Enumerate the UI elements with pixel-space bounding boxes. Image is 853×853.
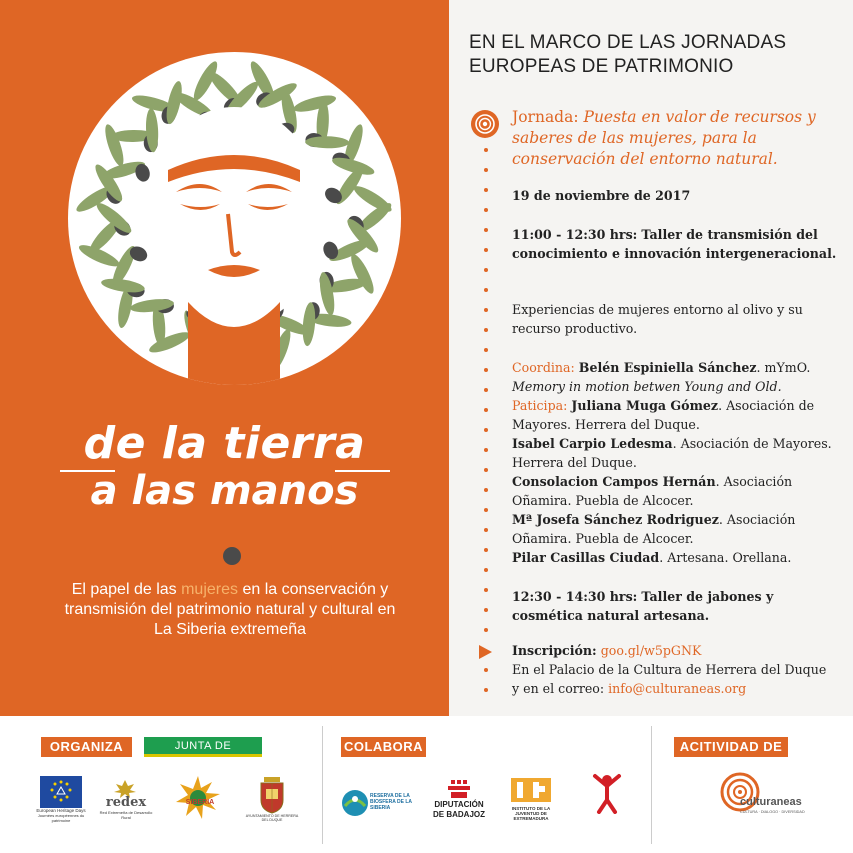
olive-leaf [351,182,395,216]
participant-org: . Asociación de Mayores. Herrera del Duque. [512,398,815,432]
dancing-figure-icon [585,772,629,814]
herrera-coat-of-arms-logo [245,776,299,822]
participa-label: Paticipa: [512,398,568,413]
junta-extremadura-badge: JUNTA DE EXTREMADURA [144,737,262,757]
jornada-title: Puesta en valor de recursos y saberes de las mujeres, para la conservación del entorno natural. [512,108,816,168]
play-arrow-icon [479,645,492,659]
participant-name: Consolacion Campos Hernán [512,474,716,489]
experiences-text: Experiencias de mujeres entorno al olivo y su recurso productivo. [512,302,803,336]
culturaneas-wordmark: culturaneas [740,796,802,808]
inscripcion-block [512,641,847,698]
coordina-label: Coordina: [512,360,575,375]
participant-org: . Asociación Oñamira. Puebla de Alcocer. [512,512,796,546]
timeline-dot [484,528,488,532]
timeline-dot [484,388,488,392]
olive-wreath-illustration [68,52,401,385]
poster-left-panel [0,0,449,716]
participant-name: Mª Josefa Sánchez Rodriguez [512,512,719,527]
diputacion-badajoz-logo [433,778,485,826]
diputacion-icon [433,778,485,800]
timeline-dot [484,288,488,292]
culturaneas-logo [720,772,810,832]
inscripcion-label: Inscripción: [512,643,597,658]
coordina-motto: Memory in motion betwen Young and Old. [512,379,782,394]
timeline-dot [484,628,488,632]
redex-logo [99,778,153,822]
timeline-dot [484,428,488,432]
timeline-dot [484,588,488,592]
timeline-dot [484,548,488,552]
olive-leaf [292,92,338,115]
biosfera-icon [340,788,370,818]
timeline-dot [484,168,488,172]
participant-org: . Asociación Oñamira. Puebla de Alcocer. [512,474,793,508]
culturaneas-subtitle: CULTURA · DIALOGO · DIVERSIDAD [740,810,805,814]
tagline-part1: El papel de las [71,581,182,598]
olive-leaf [102,122,127,168]
timeline-dot [484,608,488,612]
olive-woman-medallion [68,52,401,385]
timeline-dot [484,148,488,152]
session2-time: 12:30 - 14:30 hrs: [512,589,638,604]
timeline-dot [484,668,488,672]
redex-wordmark: redex [105,795,147,810]
timeline-dot [484,368,488,372]
heading-line1: EN EL MARCO DE LAS JORNADAS [469,32,787,53]
actividad-label: ACITIVIDAD DE [674,737,788,757]
siberia-logo [168,774,228,824]
diputacion-line1: DIPUTACIÓN [434,800,484,809]
timeline-dot [484,188,488,192]
participant-name: Juliana Muga Gómez [571,398,719,413]
heading-line2: EUROPEAS DE PATRIMONIO [469,56,734,77]
timeline-dot [484,228,488,232]
tagline-part2: en la conservación y transmisión del patrimonio natural y cultural en La Siberia extremeña [64,581,396,638]
tagline-highlight: mujeres [181,581,238,598]
participant-name: Isabel Carpio Ledesma [512,436,673,451]
ehd-title: European Heritage Days [36,808,86,813]
coordina-name: Belén Espiniella Sánchez [578,360,757,375]
olive-leaf [305,136,349,149]
event-heading [469,31,839,79]
diputacion-line2: DE BADAJOZ [433,810,486,819]
inscripcion-venue: En el Palacio de la Cultura de Herrera del Duque [512,662,827,677]
timeline-dot [484,448,488,452]
divider [322,726,323,844]
timeline-dot [484,248,488,252]
registration-link[interactable]: goo.gl/w5pGNK [600,643,702,658]
session1 [512,225,847,263]
coordina-block [512,358,847,396]
session1-time: 11:00 - 12:30 hrs: [512,227,638,242]
jornada-label: Jornada: [512,108,579,126]
women-figure-logo [585,772,629,820]
session2 [512,587,847,625]
olive-leaf [147,328,192,356]
jornada-block [512,107,842,170]
timeline-dot [484,408,488,412]
european-heritage-days-logo [36,776,86,823]
reserva-biosfera-logo [340,788,420,824]
contact-email-link[interactable]: info@culturaneas.org [608,681,747,696]
event-date [512,186,847,205]
siberia-wordmark: SIBERIA [185,799,215,806]
brand-title-line2: a las manos [90,468,359,514]
timeline-dot [484,308,488,312]
timeline-dot [484,328,488,332]
ehd-subtitle: Journées européennes du patrimoine [37,813,85,823]
participant-name: Pilar Casillas Ciudad [512,550,660,565]
coat-of-arms-icon [257,776,287,814]
separator-dot [223,547,241,565]
participant-org: . Artesana. Orellana. [659,550,792,565]
organiza-label: ORGANIZA [41,737,132,757]
sponsors-strip [0,716,853,853]
colabora-label: COLABORA [341,737,426,757]
coordina-org: . mYmO. [756,360,811,375]
eu-stars-icon [40,776,82,808]
brand-title-line1: de la tierra [83,418,366,469]
timeline-dot [484,568,488,572]
instituto-juventud-logo [503,776,559,824]
divider [651,726,652,844]
timeline-dot [484,508,488,512]
inscripcion-email-prefix: y en el correo: [512,681,609,696]
participant-org: . Asociación de Mayores. Herrera del Duque. [512,436,832,470]
timeline-dot [484,688,488,692]
instituto-juventud-icon [503,776,559,806]
session1-title: Taller de transmisión del conocimiento e innovación intergeneracional. [512,227,837,261]
timeline-dot [484,468,488,472]
timeline-dot [484,268,488,272]
reserva-wordmark: RESERVA DE LA BIOSFERA DE LA SIBERIA [370,793,412,811]
timeline-dot [484,348,488,352]
session2-title: Taller de jabones y cosmética natural artesana. [512,589,774,623]
timeline-dot [484,488,488,492]
tagline [60,580,400,640]
redex-subtitle: Red Extremeña de Desarrollo Rural [99,810,153,820]
municipio-subtitle: AYUNTAMIENTO DE HERRERA DEL DUQUE [245,814,299,822]
poster-right-panel [449,0,853,716]
timeline-dot [484,208,488,212]
instituto-wordmark: INSTITUTO DE LA JUVENTUD DE EXTREMADURA [511,806,551,821]
tree-rings-icon [471,110,499,138]
participa-block [512,396,847,567]
event-date-text: 19 de noviembre de 2017 [512,188,691,203]
